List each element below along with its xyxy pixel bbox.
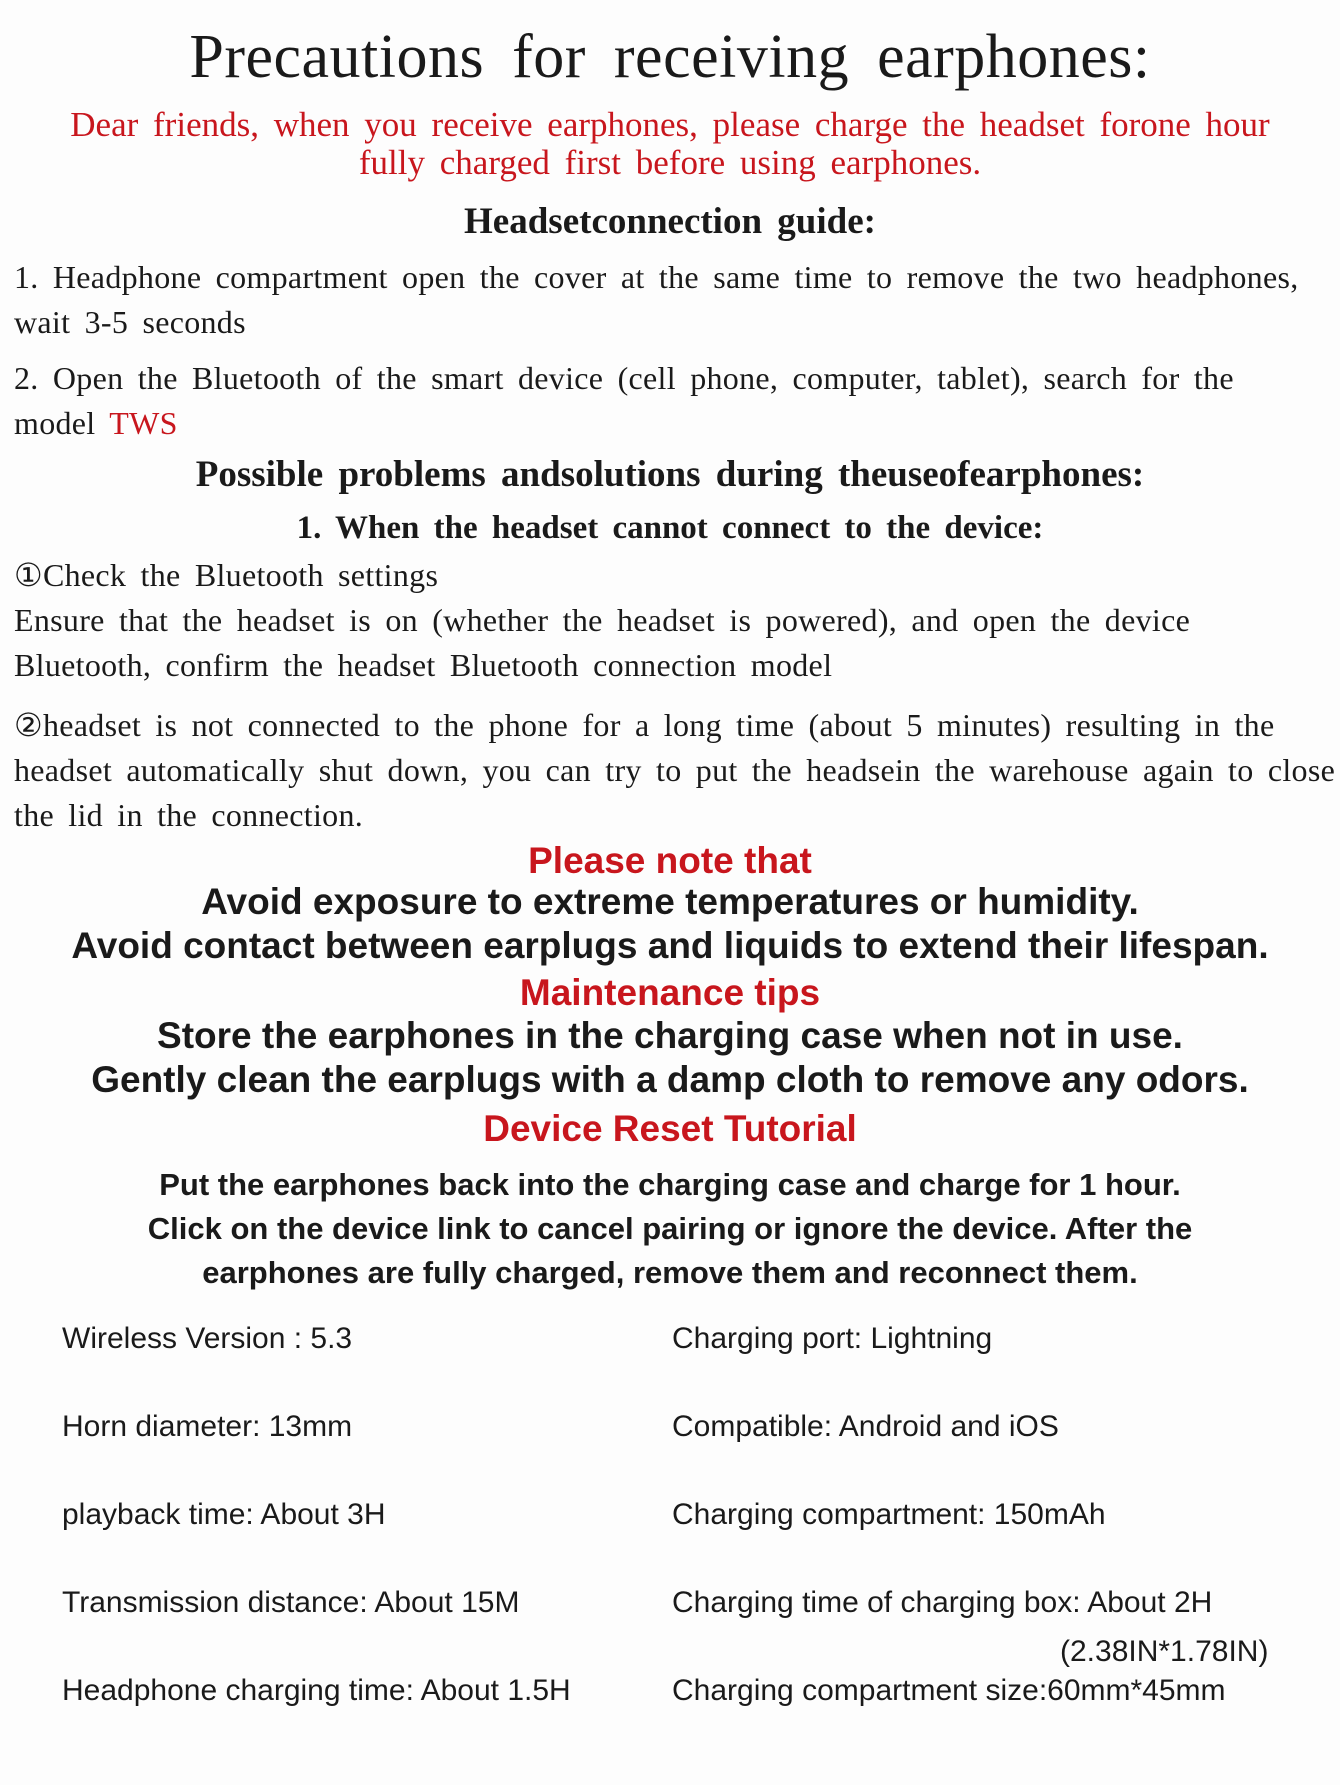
problems-heading: Possible problems andsolutions during theuseofearphones:: [195, 454, 1145, 495]
reset-line-3: earphones are fully charged, remove them and reconnect them.: [202, 1255, 1138, 1290]
intro-text: Dear friends, when you receive earphones, please charge the headset forone hour fully charged first before using earphones.: [70, 105, 1270, 182]
spec-charging-port: Charging port: Lightning: [672, 1322, 993, 1355]
maintenance-line-2: Gently clean the earplugs with a damp cloth to remove any odors.: [91, 1059, 1249, 1100]
maintenance-heading: Maintenance tips: [519, 972, 821, 1013]
reset-lines: [0, 1163, 1340, 1295]
check-1-block: [14, 553, 1214, 688]
spec-transmission-distance: Transmission distance: About 15M: [62, 1586, 520, 1619]
guide-step-1: 1. Headphone compartment open the cover at the same time to remove the two headphones, wait 3-5 seconds: [14, 259, 1299, 340]
spec-size-inches: (2.38IN*1.78IN): [1060, 1635, 1269, 1668]
maintenance-line-1: Store the earphones in the charging case when not in use.: [157, 1015, 1183, 1056]
note-line-1: Avoid exposure to extreme temperatures or humidity.: [201, 881, 1139, 922]
reset-line-1: Put the earphones back into the charging case and charge for 1 hour.: [159, 1167, 1181, 1202]
page-title: Precautions for receiving earphones:: [189, 23, 1151, 91]
model-name: TWS: [109, 405, 178, 441]
spec-charging-box-time: Charging time of charging box: About 2H: [672, 1586, 1213, 1619]
spec-compartment-size: Charging compartment size:60mm*45mm: [672, 1674, 1226, 1707]
reset-heading: Device Reset Tutorial: [483, 1108, 857, 1149]
problem-1-heading: 1. When the headset cannot connect to the device:: [296, 510, 1044, 546]
check-2-text: ②headset is not connected to the phone for a long time (about 5 minutes) resulting in the headset automatically shut down, you can try to put the headsein the warehouse again to close the lid in the connection.: [14, 707, 1336, 833]
guide-step-2-text: 2. Open the Bluetooth of the smart device (cell phone, computer, tablet), search for the model: [14, 360, 1234, 441]
connection-guide-heading: Headsetconnection guide:: [464, 201, 876, 242]
spec-compatible: Compatible: Android and iOS: [672, 1410, 1059, 1443]
note-heading: Please note that: [528, 840, 812, 881]
note-lines: [0, 880, 1340, 968]
note-line-2: Avoid contact between earplugs and liquids to extend their lifespan.: [71, 925, 1269, 966]
check-1-title: ①Check the Bluetooth settings: [14, 557, 439, 593]
reset-line-2: Click on the device link to cancel pairing or ignore the device. After the: [147, 1211, 1193, 1246]
spec-headphone-charging-time: Headphone charging time: About 1.5H: [62, 1674, 571, 1707]
spec-wireless-version: Wireless Version : 5.3: [62, 1322, 353, 1355]
guide-step-2: [14, 356, 1304, 446]
spec-horn-diameter: Horn diameter: 13mm: [62, 1410, 353, 1443]
check-1-body: Ensure that the headset is on (whether the headset is powered), and open the device Bluetooth, confirm the headset Bluetooth connection model: [14, 602, 1191, 683]
spec-playback-time: playback time: About 3H: [62, 1498, 386, 1531]
maintenance-lines: [0, 1014, 1340, 1102]
spec-charging-compartment: Charging compartment: 150mAh: [672, 1498, 1106, 1531]
